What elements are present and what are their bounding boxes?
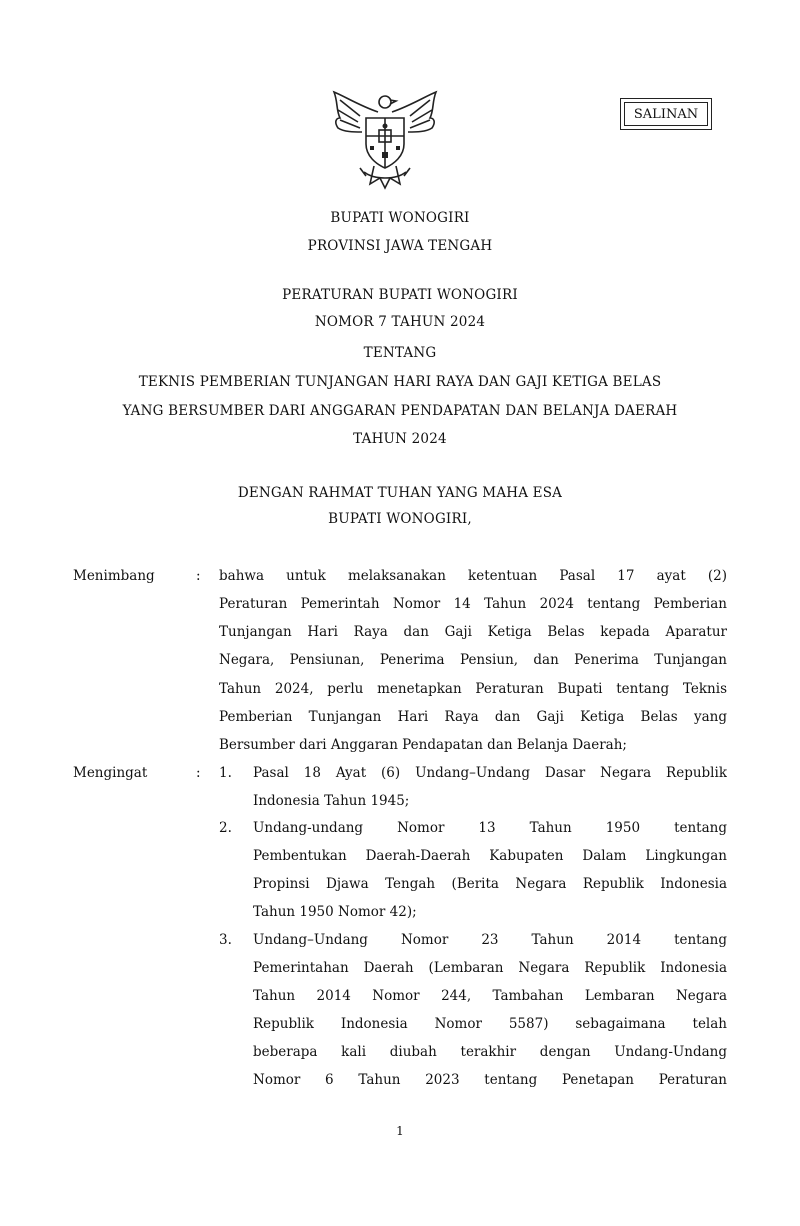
item-line: Pembentukan Daerah-Daerah Kabupaten Dalam Lingkungan xyxy=(253,848,727,864)
mengingat-colon: : xyxy=(196,765,201,781)
page-number: 1 xyxy=(396,1124,404,1138)
invocation-regent: BUPATI WONOGIRI, xyxy=(328,511,472,527)
garuda-emblem-icon xyxy=(330,88,440,192)
item-line: Tahun 2014 Nomor 244, Tambahan Lembaran Negara xyxy=(253,988,727,1004)
item-line: Undang-undang Nomor 13 Tahun 1950 tentang xyxy=(253,820,727,836)
item-line: Undang–Undang Nomor 23 Tahun 2014 tentang xyxy=(253,932,727,948)
paragraph-line: Tahun 2024, perlu menetapkan Peraturan Bupati tentang Teknis xyxy=(219,681,727,697)
regulation-subject-line: TEKNIS PEMBERIAN TUNJANGAN HARI RAYA DAN GAJI KETIGA BELAS xyxy=(138,374,662,390)
menimbang-label: Menimbang xyxy=(73,568,155,584)
regulation-number: NOMOR 7 TAHUN 2024 xyxy=(314,314,486,330)
item-line: Indonesia Tahun 1945; xyxy=(253,793,410,809)
regulation-subject-line: YANG BERSUMBER DARI ANGGARAN PENDAPATAN DAN BELANJA DAERAH xyxy=(122,403,678,419)
paragraph-line: Negara, Pensiunan, Penerima Pensiun, dan Penerima Tunjangan xyxy=(219,652,727,668)
paragraph-line: Pemberian Tunjangan Hari Raya dan Gaji Ketiga Belas yang xyxy=(219,709,727,725)
paragraph-line: Peraturan Pemerintah Nomor 14 Tahun 2024 tentang Pemberian xyxy=(219,596,727,612)
item-line: Propinsi Djawa Tengah (Berita Negara Republik Indonesia xyxy=(253,876,727,892)
item-number: 1. xyxy=(219,765,232,781)
item-number: 2. xyxy=(219,820,232,836)
copy-stamp-label: SALINAN xyxy=(624,102,708,126)
menimbang-colon: : xyxy=(196,568,201,584)
item-line: Nomor 6 Tahun 2023 tentang Penetapan Peraturan xyxy=(253,1072,727,1088)
item-number: 3. xyxy=(219,932,232,948)
item-line: Republik Indonesia Nomor 5587) sebagaimana telah xyxy=(253,1016,727,1032)
province-title: PROVINSI JAWA TENGAH xyxy=(307,238,493,254)
invocation-line: DENGAN RAHMAT TUHAN YANG MAHA ESA xyxy=(237,485,563,501)
item-line: Pemerintahan Daerah (Lembaran Negara Republik Indonesia xyxy=(253,960,727,976)
copy-stamp xyxy=(620,98,712,130)
paragraph-line: bahwa untuk melaksanakan ketentuan Pasal 17 ayat (2) xyxy=(219,568,727,584)
item-line: Pasal 18 Ayat (6) Undang–Undang Dasar Negara Republik xyxy=(253,765,727,781)
regulation-subject-line: TAHUN 2024 xyxy=(353,431,447,447)
paragraph-line: Tunjangan Hari Raya dan Gaji Ketiga Belas kepada Aparatur xyxy=(219,624,727,640)
item-line: Tahun 1950 Nomor 42); xyxy=(253,904,417,920)
item-line: beberapa kali diubah terakhir dengan Undang-Undang xyxy=(253,1044,727,1060)
regent-title: BUPATI WONOGIRI xyxy=(330,210,470,226)
regulation-title: PERATURAN BUPATI WONOGIRI xyxy=(282,287,518,303)
regulation-about: TENTANG xyxy=(363,345,437,361)
mengingat-label: Mengingat xyxy=(73,765,148,781)
paragraph-line: Bersumber dari Anggaran Pendapatan dan Belanja Daerah; xyxy=(219,737,627,753)
